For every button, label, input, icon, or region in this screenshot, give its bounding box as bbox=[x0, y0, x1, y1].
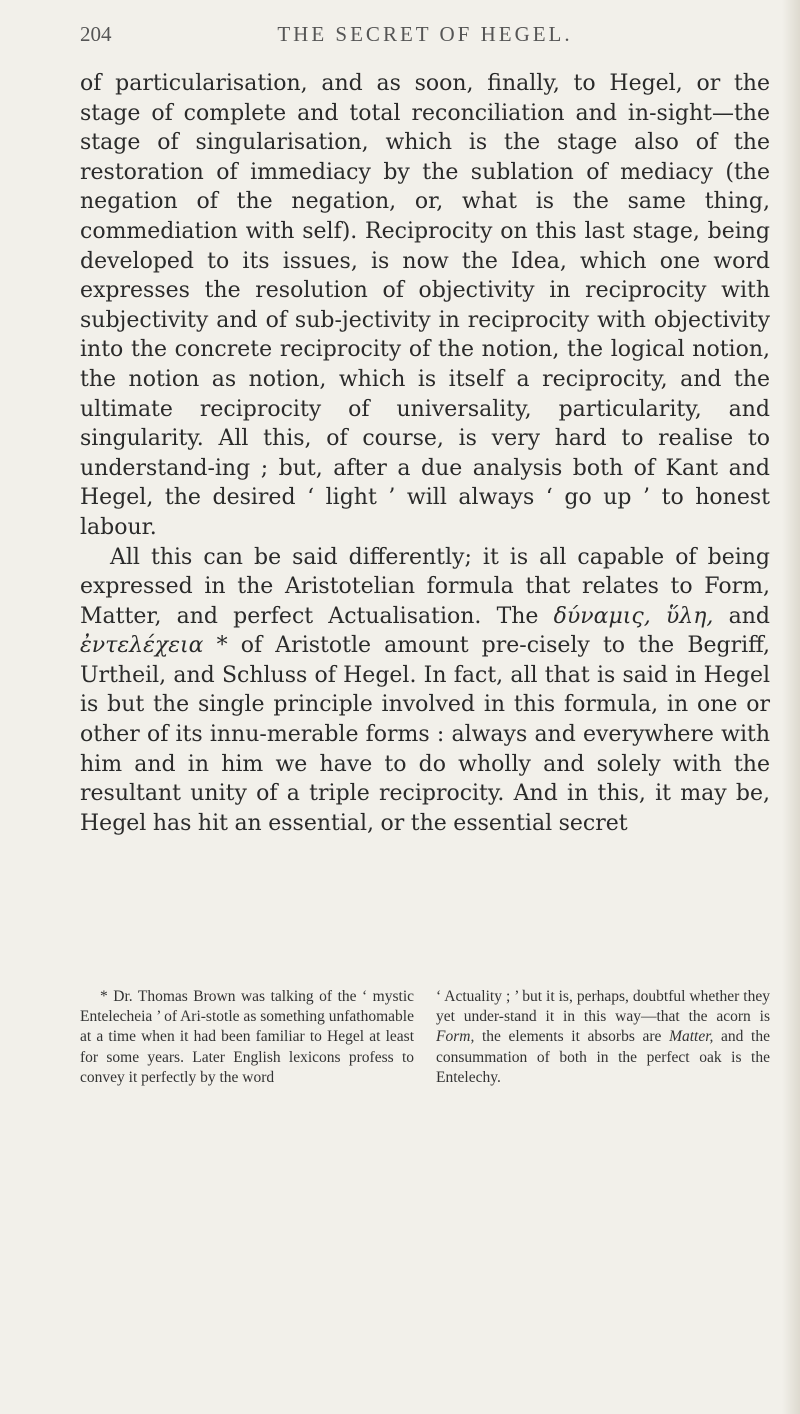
footnote-text-1: * Dr. Thomas Brown was talking of the ‘ mystic Entelecheia ’ of Ari-stotle as something unfathomable at a time when it had been familiar to Hegel at least for some years. Later English lexicons profess to convey it perfectly by the word bbox=[80, 988, 414, 1086]
page-number: 204 bbox=[80, 22, 112, 46]
footnote-term-matter: Matter, bbox=[669, 1028, 714, 1046]
greek-term-entelecheia: ἐντελέχεια bbox=[80, 633, 204, 659]
footnote-term-form: Form, bbox=[436, 1028, 475, 1046]
paragraph-1: of particularisation, and as soon, finally, to Hegel, or the stage of complete and total reconciliation and in-sight—the stage of singularisation, which is the stage also of the restoration of immediacy by the sublation of mediacy (the negation of the negation, or, what is the same thing, commediation with self). Reciprocity on this last stage, being developed to its issues, is now the Idea, which one word expresses the resolution of objectivity in reciprocity with subjectivity and of sub-jectivity in reciprocity with objectivity into the concrete reciprocity of the notion, the logical notion, the notion as notion, which is itself a reciprocity, and the ultimate reciprocity of universality, particularity, and singularity. All this, of course, is very hard to realise to understand-ing ; but, after a due analysis both of Kant and Hegel, the desired ‘ light ’ will always ‘ go up ’ to honest labour. bbox=[80, 71, 770, 540]
greek-conjunction: and bbox=[713, 603, 770, 629]
footnote-column-1 bbox=[80, 987, 414, 1088]
footnote bbox=[80, 987, 770, 1088]
paragraph-2-start: All this can be said differently; it is all capable of being expressed in the Aristotelian formula that relates to Form, Matter, and perfect Actualisation. The bbox=[80, 544, 770, 629]
footnote-column-2 bbox=[436, 987, 770, 1088]
footnote-2-end: and the consummation of both in the perfect oak is the Entelechy. bbox=[436, 1028, 770, 1086]
paragraph-2-end: * of Aristotle amount pre-cisely to the Begriff, Urtheil, and Schluss of Hegel. In fact, all that is said in Hegel is but the single principle involved in this formula, in one or other of its innu-merable forms : always and everywhere with him and in him we have to do wholly and solely with the resultant unity of a triple reciprocity. And in this, it may be, Hegel has hit an essential, or the essential secret bbox=[80, 633, 770, 836]
footnote-2-start: ‘ Actuality ; ’ but it is, perhaps, doubtful whether they yet under-stand it in this way—that the acorn is bbox=[436, 988, 770, 1026]
paragraph-2 bbox=[80, 543, 770, 839]
greek-term-hyle: ὕλη, bbox=[665, 603, 714, 629]
running-head: THE SECRET OF HEGEL. bbox=[277, 22, 573, 46]
footnote-2-middle: the elements it absorbs are bbox=[474, 1028, 670, 1046]
footnote-text-2 bbox=[436, 987, 770, 1088]
page-header bbox=[80, 22, 770, 52]
greek-term-dynamis: δύναμις, bbox=[553, 603, 651, 629]
page-edge-shadow bbox=[782, 0, 800, 1414]
main-text bbox=[80, 69, 770, 838]
